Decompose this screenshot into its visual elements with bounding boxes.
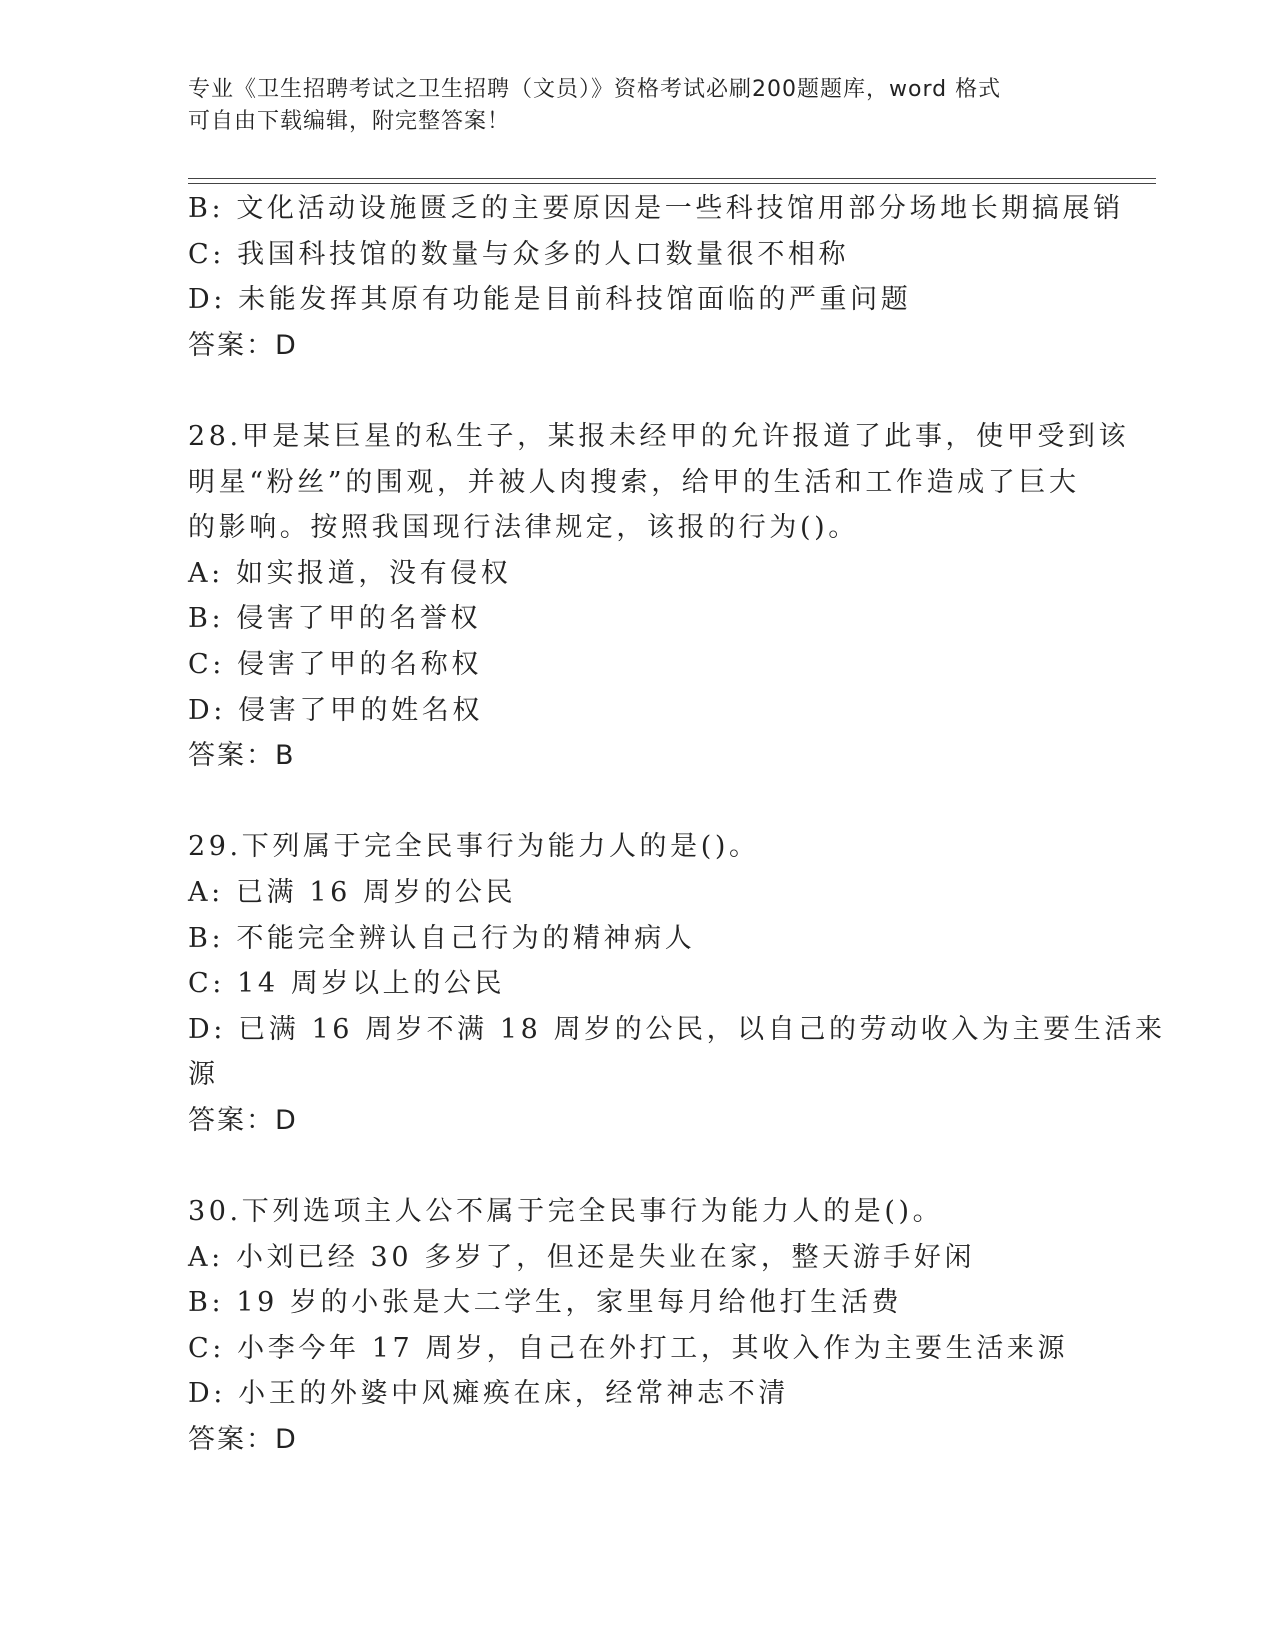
spacer [188, 1143, 1088, 1189]
header-divider-bottom [188, 183, 1156, 184]
header-line-2: 可自由下载编辑，附完整答案！ [188, 109, 511, 134]
option-line: A: 已满 16 周岁的公民 [188, 876, 517, 908]
spacer [188, 779, 1088, 825]
option-line: C: 小李今年 17 周岁，自己在外打工，其收入作为主要生活来源 [188, 1332, 1069, 1364]
question-block [188, 824, 1166, 1143]
question-block [188, 186, 1124, 368]
question-text: 的影响。按照我国现行法律规定，该报的行为()。 [188, 512, 859, 544]
answer-line: 答案：D [188, 329, 298, 361]
option-line: B: 文化活动设施匮乏的主要原因是一些科技馆用部分场地长期搞展销 [188, 193, 1124, 224]
question-text: 28.甲是某巨星的私生子，某报未经甲的允许报道了此事，使甲受到该 [188, 420, 1130, 452]
question-text: 30.下列选项主人公不属于完全民事行为能力人的是()。 [188, 1196, 944, 1228]
option-line: B: 19 岁的小张是大二学生，家里每月给他打生活费 [188, 1287, 903, 1319]
option-line: C: 我国科技馆的数量与众多的人口数量很不相称 [188, 238, 850, 270]
option-line: D: 未能发挥其原有功能是目前科技馆面临的严重问题 [188, 284, 912, 316]
question-block [188, 1189, 1088, 1463]
option-line: C: 侵害了甲的名称权 [188, 648, 482, 680]
document-header [188, 74, 1068, 138]
option-line: A: 小刘已经 30 多岁了，但还是失业在家，整天游手好闲 [188, 1241, 976, 1273]
option-line: D: 小王的外婆中风瘫痪在床，经常神志不清 [188, 1378, 789, 1410]
option-line: B: 侵害了甲的名誉权 [188, 603, 482, 635]
question-text: 29.下列属于完全民事行为能力人的是()。 [188, 831, 760, 863]
spacer [188, 368, 1088, 414]
option-line: C: 14 周岁以上的公民 [188, 968, 506, 1000]
option-line: A: 如实报道，没有侵权 [188, 557, 512, 589]
option-line-continued: 源 [188, 1059, 219, 1091]
answer-line: 答案：D [188, 1104, 298, 1136]
header-divider-top [188, 178, 1156, 179]
question-list [188, 186, 1166, 1463]
header-line-1: 专业《卫生招聘考试之卫生招聘（文员）》资格考试必刷200题题库，word 格式 [188, 77, 1002, 102]
option-line: D: 已满 16 周岁不满 18 周岁的公民，以自己的劳动收入为主要生活来 [188, 1013, 1166, 1045]
answer-line: 答案：B [188, 740, 296, 772]
option-line: B: 不能完全辨认自己行为的精神病人 [188, 922, 696, 954]
answer-line: 答案：D [188, 1424, 298, 1456]
option-line: D: 侵害了甲的姓名权 [188, 694, 483, 726]
question-text: 明星“粉丝”的围观，并被人肉搜索，给甲的生活和工作造成了巨大 [188, 466, 1080, 498]
question-block [188, 414, 1130, 779]
